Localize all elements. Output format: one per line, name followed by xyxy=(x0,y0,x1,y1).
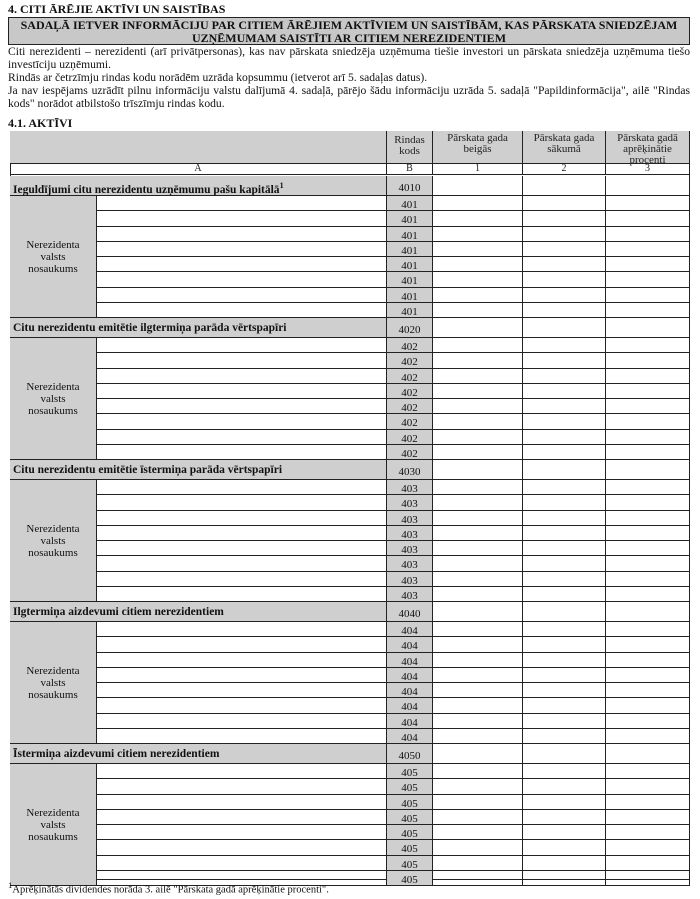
value-cell[interactable] xyxy=(606,698,690,713)
value-cell[interactable] xyxy=(523,825,606,840)
section-title-text: Citu nerezidentu emitētie ilgtermiņa parāda vērtspapīri xyxy=(13,322,287,334)
value-cell[interactable] xyxy=(606,572,690,587)
value-cell[interactable] xyxy=(606,856,690,871)
value-cell[interactable] xyxy=(523,602,606,622)
value-cell[interactable] xyxy=(606,196,690,211)
value-cell[interactable] xyxy=(523,369,606,384)
value-cell[interactable] xyxy=(523,288,606,303)
value-cell[interactable] xyxy=(433,338,523,353)
value-cell[interactable] xyxy=(523,653,606,668)
value-cell[interactable] xyxy=(433,572,523,587)
value-cell[interactable] xyxy=(523,572,606,587)
footnote-mark: 1 xyxy=(8,880,13,890)
value-cell[interactable] xyxy=(606,744,690,764)
value-cell[interactable] xyxy=(523,227,606,242)
value-cell[interactable] xyxy=(433,698,523,713)
value-cell[interactable] xyxy=(433,369,523,384)
value-cell[interactable] xyxy=(606,338,690,353)
country-name-input[interactable] xyxy=(97,856,387,871)
header-description-cell xyxy=(10,131,387,164)
value-cell[interactable] xyxy=(523,495,606,510)
country-name-input[interactable] xyxy=(97,526,387,541)
country-name-input[interactable] xyxy=(97,587,387,602)
value-cell[interactable] xyxy=(523,480,606,495)
country-label-cell: Nerezidenta valsts nosaukums xyxy=(10,338,97,460)
value-cell[interactable] xyxy=(433,176,523,196)
value-cell[interactable] xyxy=(523,257,606,272)
value-cell[interactable] xyxy=(523,556,606,571)
section-title-text: Citu nerezidentu emitētie īstermiņa parāda vērtspapīri xyxy=(13,464,283,476)
value-cell[interactable] xyxy=(606,399,690,414)
country-name-input[interactable] xyxy=(97,369,387,384)
value-cell[interactable] xyxy=(523,399,606,414)
country-name-input[interactable] xyxy=(97,683,387,698)
country-name-input[interactable] xyxy=(97,288,387,303)
intro-paragraph: Citi nerezidenti – nerezidenti (arī privātpersonas), kas nav pārskata sniedzēja uzņēmuma tiešie investori un pārskata sniedzēja uzņēmuma tiešo investīciju uzņēmumi. xyxy=(8,45,690,71)
row-code-cell: 405 xyxy=(387,810,433,825)
value-cell[interactable] xyxy=(523,211,606,226)
value-cell[interactable] xyxy=(606,303,690,318)
row-code-cell: 405 xyxy=(387,779,433,794)
value-cell[interactable] xyxy=(606,211,690,226)
value-cell[interactable] xyxy=(433,480,523,495)
value-cell[interactable] xyxy=(606,622,690,637)
country-name-input[interactable] xyxy=(97,764,387,779)
row-code-cell: 405 xyxy=(387,856,433,871)
value-cell[interactable] xyxy=(523,272,606,287)
value-cell[interactable] xyxy=(523,414,606,429)
value-cell[interactable] xyxy=(433,445,523,460)
row-code-cell: 404 xyxy=(387,714,433,729)
value-cell[interactable] xyxy=(523,384,606,399)
value-cell[interactable] xyxy=(523,318,606,338)
country-label-cell: Nerezidenta valsts nosaukums xyxy=(10,622,97,744)
row-code-cell: 401 xyxy=(387,303,433,318)
value-cell[interactable] xyxy=(523,795,606,810)
value-cell[interactable] xyxy=(433,729,523,744)
value-cell[interactable] xyxy=(523,856,606,871)
section-title-row xyxy=(10,460,387,480)
value-cell[interactable] xyxy=(433,587,523,602)
row-code-cell: 404 xyxy=(387,668,433,683)
row-code-cell: 403 xyxy=(387,541,433,556)
value-cell[interactable] xyxy=(523,526,606,541)
row-code-cell: 404 xyxy=(387,637,433,652)
row-code-cell: 401 xyxy=(387,257,433,272)
country-name-input[interactable] xyxy=(97,637,387,652)
country-name-input[interactable] xyxy=(97,795,387,810)
country-name-input[interactable] xyxy=(97,714,387,729)
country-label-cell: Nerezidenta valsts nosaukums xyxy=(10,196,97,318)
country-name-input[interactable] xyxy=(97,779,387,794)
column-letter-c2: 2 xyxy=(523,164,606,175)
country-name-input[interactable] xyxy=(97,303,387,318)
row-code-cell: 402 xyxy=(387,353,433,368)
row-code-cell: 404 xyxy=(387,698,433,713)
footnote-ref: 1 xyxy=(279,181,284,190)
row-code-cell: 401 xyxy=(387,211,433,226)
value-cell[interactable] xyxy=(606,242,690,257)
value-cell[interactable] xyxy=(433,856,523,871)
value-cell[interactable] xyxy=(606,526,690,541)
value-cell[interactable] xyxy=(433,683,523,698)
row-code-cell: 401 xyxy=(387,227,433,242)
row-code-cell: 402 xyxy=(387,338,433,353)
value-cell[interactable] xyxy=(433,430,523,445)
total-code-cell: 4020 xyxy=(387,318,433,338)
country-name-input[interactable] xyxy=(97,414,387,429)
value-cell[interactable] xyxy=(606,430,690,445)
value-cell[interactable] xyxy=(606,414,690,429)
value-cell[interactable] xyxy=(433,764,523,779)
value-cell[interactable] xyxy=(606,272,690,287)
value-cell[interactable] xyxy=(433,541,523,556)
value-cell[interactable] xyxy=(433,840,523,855)
country-name-input[interactable] xyxy=(97,384,387,399)
value-cell[interactable] xyxy=(606,288,690,303)
section-title-row xyxy=(10,602,387,622)
value-cell[interactable] xyxy=(606,840,690,855)
value-cell[interactable] xyxy=(433,668,523,683)
value-cell[interactable] xyxy=(433,384,523,399)
value-cell[interactable] xyxy=(433,871,523,886)
row-code-cell: 405 xyxy=(387,795,433,810)
value-cell[interactable] xyxy=(523,668,606,683)
value-cell[interactable] xyxy=(606,729,690,744)
row-code-cell: 404 xyxy=(387,683,433,698)
value-cell[interactable] xyxy=(606,495,690,510)
value-cell[interactable] xyxy=(433,460,523,480)
value-cell[interactable] xyxy=(433,353,523,368)
row-code-cell: 404 xyxy=(387,729,433,744)
value-cell[interactable] xyxy=(523,744,606,764)
header-col2: Pārskata gada sākumā xyxy=(523,131,606,164)
value-cell[interactable] xyxy=(606,779,690,794)
country-name-input[interactable] xyxy=(97,353,387,368)
section-title-row xyxy=(10,318,387,338)
value-cell[interactable] xyxy=(523,176,606,196)
row-code-cell: 403 xyxy=(387,511,433,526)
country-name-input[interactable] xyxy=(97,227,387,242)
value-cell[interactable] xyxy=(523,729,606,744)
value-cell[interactable] xyxy=(606,871,690,886)
value-cell[interactable] xyxy=(606,683,690,698)
country-name-input[interactable] xyxy=(97,211,387,226)
country-label-cell: Nerezidenta valsts nosaukums xyxy=(10,480,97,602)
country-name-input[interactable] xyxy=(97,430,387,445)
section-title-row xyxy=(10,744,387,764)
value-cell[interactable] xyxy=(433,414,523,429)
total-code-cell: 4030 xyxy=(387,460,433,480)
row-code-cell: 402 xyxy=(387,369,433,384)
value-cell[interactable] xyxy=(433,272,523,287)
value-cell[interactable] xyxy=(433,714,523,729)
row-code-cell: 403 xyxy=(387,587,433,602)
value-cell[interactable] xyxy=(606,384,690,399)
value-cell[interactable] xyxy=(433,779,523,794)
country-label-cell: Nerezidenta valsts nosaukums xyxy=(10,764,97,886)
country-name-input[interactable] xyxy=(97,511,387,526)
value-cell[interactable] xyxy=(523,779,606,794)
footnote-text: Aprēķinātās dividendes norāda 3. ailē "Pārskata gadā aprēķinātie procenti". xyxy=(12,884,329,896)
intro-paragraph: Ja nav iespējams uzrādīt pilnu informāciju valstu dalījumā 4. sadaļā, pārējo šādu informāciju uzrāda 5. sadaļā "Papildinformācija", ailē "Rindas kods" norādot atbilstošo trīszīmju rindas kodu. xyxy=(8,84,690,110)
column-letter-c3: 3 xyxy=(606,164,690,175)
country-name-input[interactable] xyxy=(97,572,387,587)
country-name-input[interactable] xyxy=(97,445,387,460)
value-cell[interactable] xyxy=(523,541,606,556)
value-cell[interactable] xyxy=(606,637,690,652)
footnote xyxy=(8,880,329,896)
value-cell[interactable] xyxy=(433,211,523,226)
value-cell[interactable] xyxy=(433,825,523,840)
row-code-cell: 402 xyxy=(387,445,433,460)
country-name-input[interactable] xyxy=(97,668,387,683)
row-code-cell: 401 xyxy=(387,272,433,287)
row-code-cell: 404 xyxy=(387,622,433,637)
value-cell[interactable] xyxy=(433,288,523,303)
value-cell[interactable] xyxy=(606,227,690,242)
header-col3: Pārskata gadā aprēķinātie procenti xyxy=(606,131,690,164)
row-code-cell: 405 xyxy=(387,871,433,886)
country-name-input[interactable] xyxy=(97,480,387,495)
value-cell[interactable] xyxy=(523,445,606,460)
column-letter-a: A xyxy=(10,164,387,175)
value-cell[interactable] xyxy=(433,653,523,668)
value-cell[interactable] xyxy=(433,810,523,825)
value-cell[interactable] xyxy=(606,825,690,840)
value-cell[interactable] xyxy=(433,303,523,318)
value-cell[interactable] xyxy=(606,257,690,272)
section-title-text: Ieguldījumi citu nerezidentu uzņēmumu pašu kapitālā xyxy=(13,183,280,196)
value-cell[interactable] xyxy=(523,683,606,698)
country-name-input[interactable] xyxy=(97,541,387,556)
section-title: 4. CITI ĀRĒJIE AKTĪVI UN SAISTĪBAS xyxy=(8,2,226,16)
value-cell[interactable] xyxy=(606,653,690,668)
value-cell[interactable] xyxy=(606,810,690,825)
section-title-text: Īstermiņa aizdevumi citiem nerezidentiem xyxy=(13,748,220,760)
header-col1: Pārskata gada beigās xyxy=(433,131,523,164)
value-cell[interactable] xyxy=(606,541,690,556)
value-cell[interactable] xyxy=(433,318,523,338)
value-cell[interactable] xyxy=(433,556,523,571)
row-code-cell: 402 xyxy=(387,430,433,445)
value-cell[interactable] xyxy=(606,795,690,810)
value-cell[interactable] xyxy=(523,764,606,779)
country-name-input[interactable] xyxy=(97,653,387,668)
value-cell[interactable] xyxy=(523,460,606,480)
section-title-text: Ilgtermiņa aizdevumi citiem nerezidentiem xyxy=(13,606,224,618)
value-cell[interactable] xyxy=(606,668,690,683)
value-cell[interactable] xyxy=(523,303,606,318)
value-cell[interactable] xyxy=(523,810,606,825)
value-cell[interactable] xyxy=(606,369,690,384)
value-cell[interactable] xyxy=(606,353,690,368)
value-cell[interactable] xyxy=(433,495,523,510)
column-letter-c1: 1 xyxy=(433,164,523,175)
value-cell[interactable] xyxy=(523,698,606,713)
row-code-cell: 401 xyxy=(387,196,433,211)
value-cell[interactable] xyxy=(523,353,606,368)
subsection-title: 4.1. AKTĪVI xyxy=(8,116,73,130)
value-cell[interactable] xyxy=(606,602,690,622)
country-name-input[interactable] xyxy=(97,399,387,414)
row-code-cell: 403 xyxy=(387,480,433,495)
value-cell[interactable] xyxy=(433,227,523,242)
value-cell[interactable] xyxy=(433,744,523,764)
value-cell[interactable] xyxy=(606,714,690,729)
value-cell[interactable] xyxy=(433,196,523,211)
country-name-input[interactable] xyxy=(97,196,387,211)
value-cell[interactable] xyxy=(606,764,690,779)
row-code-cell: 405 xyxy=(387,825,433,840)
section-title-row xyxy=(10,176,387,196)
value-cell[interactable] xyxy=(606,556,690,571)
row-code-cell: 402 xyxy=(387,384,433,399)
value-cell[interactable] xyxy=(433,602,523,622)
row-code-cell: 402 xyxy=(387,399,433,414)
header-rindas-kods: Rindas kods xyxy=(387,131,433,164)
country-name-input[interactable] xyxy=(97,698,387,713)
total-code-cell: 4050 xyxy=(387,744,433,764)
value-cell[interactable] xyxy=(433,399,523,414)
country-name-input[interactable] xyxy=(97,257,387,272)
row-code-cell: 402 xyxy=(387,414,433,429)
row-code-cell: 403 xyxy=(387,526,433,541)
value-cell[interactable] xyxy=(523,242,606,257)
value-cell[interactable] xyxy=(606,511,690,526)
value-cell[interactable] xyxy=(523,840,606,855)
value-cell[interactable] xyxy=(523,637,606,652)
value-cell[interactable] xyxy=(523,714,606,729)
value-cell[interactable] xyxy=(433,257,523,272)
value-cell[interactable] xyxy=(606,587,690,602)
value-cell[interactable] xyxy=(606,480,690,495)
value-cell[interactable] xyxy=(606,460,690,480)
row-code-cell: 405 xyxy=(387,840,433,855)
value-cell[interactable] xyxy=(523,511,606,526)
row-code-cell: 401 xyxy=(387,288,433,303)
value-cell[interactable] xyxy=(433,637,523,652)
value-cell[interactable] xyxy=(523,871,606,886)
value-cell[interactable] xyxy=(523,430,606,445)
country-name-input[interactable] xyxy=(97,810,387,825)
country-name-input[interactable] xyxy=(97,622,387,637)
country-name-input[interactable] xyxy=(97,840,387,855)
value-cell[interactable] xyxy=(433,526,523,541)
country-name-input[interactable] xyxy=(97,242,387,257)
country-name-input[interactable] xyxy=(97,729,387,744)
value-cell[interactable] xyxy=(433,622,523,637)
row-code-cell: 405 xyxy=(387,764,433,779)
row-code-cell: 403 xyxy=(387,556,433,571)
banner-line-2: UZŅĒMUMAM SAISTĪTI AR CITIEM NEREZIDENTIEM xyxy=(191,31,507,45)
value-cell[interactable] xyxy=(433,511,523,526)
value-cell[interactable] xyxy=(523,338,606,353)
row-code-cell: 404 xyxy=(387,653,433,668)
value-cell[interactable] xyxy=(606,176,690,196)
country-name-input[interactable] xyxy=(97,825,387,840)
country-name-input[interactable] xyxy=(97,272,387,287)
row-code-cell: 403 xyxy=(387,495,433,510)
row-code-cell: 401 xyxy=(387,242,433,257)
column-letter-b: B xyxy=(387,164,433,175)
country-name-input[interactable] xyxy=(97,495,387,510)
intro-paragraph: Rindās ar četrzīmju rindas kodu norādēm uzrāda kopsummu (ietverot arī 5. sadaļas datus). xyxy=(8,71,428,84)
value-cell[interactable] xyxy=(606,318,690,338)
value-cell[interactable] xyxy=(523,196,606,211)
banner-line-1: SADAĻĀ IETVER INFORMĀCIJU PAR CITIEM ĀRĒJIEM AKTĪVIEM UN SAISTĪBĀM, KAS PĀRSKATA SNIEDZĒJAM xyxy=(20,18,678,32)
total-code-cell: 4010 xyxy=(387,176,433,196)
country-name-input[interactable] xyxy=(97,556,387,571)
country-name-input[interactable] xyxy=(97,338,387,353)
value-cell[interactable] xyxy=(523,622,606,637)
row-code-cell: 403 xyxy=(387,572,433,587)
value-cell[interactable] xyxy=(433,795,523,810)
total-code-cell: 4040 xyxy=(387,602,433,622)
value-cell[interactable] xyxy=(523,587,606,602)
value-cell[interactable] xyxy=(433,242,523,257)
value-cell[interactable] xyxy=(606,445,690,460)
